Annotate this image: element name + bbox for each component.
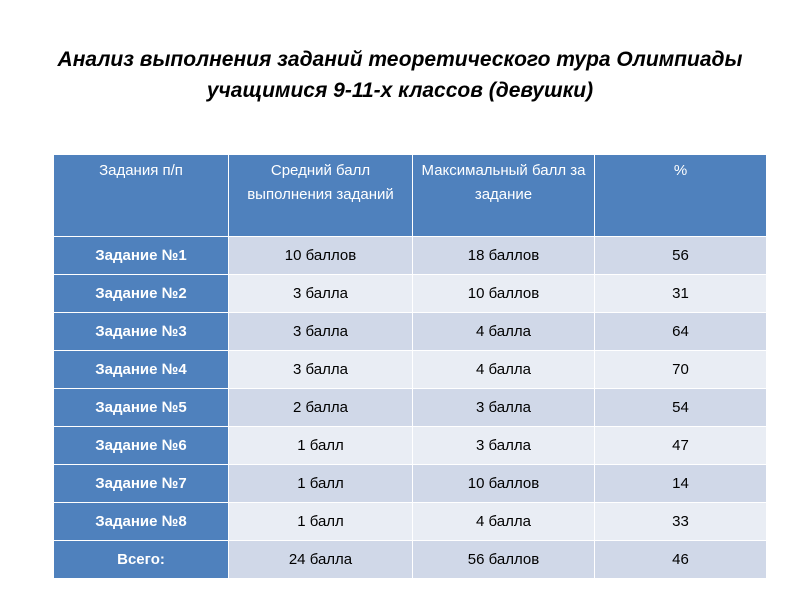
task-name: Задание №8	[54, 503, 229, 541]
max-score-cell: 10 баллов	[413, 465, 595, 503]
table-row	[54, 465, 767, 503]
max-score-cell: 4 балла	[413, 351, 595, 389]
header-row	[54, 155, 767, 237]
total-percent: 46	[595, 541, 767, 579]
total-max-score: 56 баллов	[413, 541, 595, 579]
page-title	[0, 44, 800, 106]
max-score-cell: 10 баллов	[413, 275, 595, 313]
task-name: Задание №6	[54, 427, 229, 465]
title-line-2: учащимися 9-11-х классов (девушки)	[206, 79, 594, 102]
percent-cell: 64	[595, 313, 767, 351]
task-name: Задание №2	[54, 275, 229, 313]
avg-score-cell: 2 балла	[229, 389, 413, 427]
percent-cell: 33	[595, 503, 767, 541]
header-max-score: Максимальный балл за задание	[413, 155, 595, 237]
table-row	[54, 503, 767, 541]
task-name: Задание №7	[54, 465, 229, 503]
table-header	[54, 155, 767, 237]
avg-score-cell: 1 балл	[229, 427, 413, 465]
percent-cell: 54	[595, 389, 767, 427]
percent-cell: 70	[595, 351, 767, 389]
max-score-cell: 3 балла	[413, 427, 595, 465]
task-name: Задание №4	[54, 351, 229, 389]
table-row	[54, 237, 767, 275]
header-avg-score: Средний балл выполнения заданий	[229, 155, 413, 237]
title-line-1: Анализ выполнения заданий теоретического тура Олимпиады	[57, 48, 743, 71]
task-name: Задание №1	[54, 237, 229, 275]
avg-score-cell: 10 баллов	[229, 237, 413, 275]
percent-cell: 56	[595, 237, 767, 275]
max-score-cell: 18 баллов	[413, 237, 595, 275]
max-score-cell: 4 балла	[413, 503, 595, 541]
percent-cell: 31	[595, 275, 767, 313]
table-row	[54, 275, 767, 313]
total-avg-score: 24 балла	[229, 541, 413, 579]
task-name: Задание №5	[54, 389, 229, 427]
percent-cell: 47	[595, 427, 767, 465]
header-percent: %	[595, 155, 767, 237]
percent-cell: 14	[595, 465, 767, 503]
table-body	[54, 237, 767, 541]
table-row	[54, 313, 767, 351]
header-task: Задания п/п	[54, 155, 229, 237]
results-table	[53, 154, 767, 579]
table-row	[54, 389, 767, 427]
table-row	[54, 351, 767, 389]
total-label: Всего:	[54, 541, 229, 579]
table-row	[54, 427, 767, 465]
task-name: Задание №3	[54, 313, 229, 351]
avg-score-cell: 1 балл	[229, 465, 413, 503]
max-score-cell: 4 балла	[413, 313, 595, 351]
avg-score-cell: 3 балла	[229, 275, 413, 313]
max-score-cell: 3 балла	[413, 389, 595, 427]
total-row	[54, 541, 767, 579]
avg-score-cell: 1 балл	[229, 503, 413, 541]
avg-score-cell: 3 балла	[229, 351, 413, 389]
table-footer	[54, 541, 767, 579]
avg-score-cell: 3 балла	[229, 313, 413, 351]
